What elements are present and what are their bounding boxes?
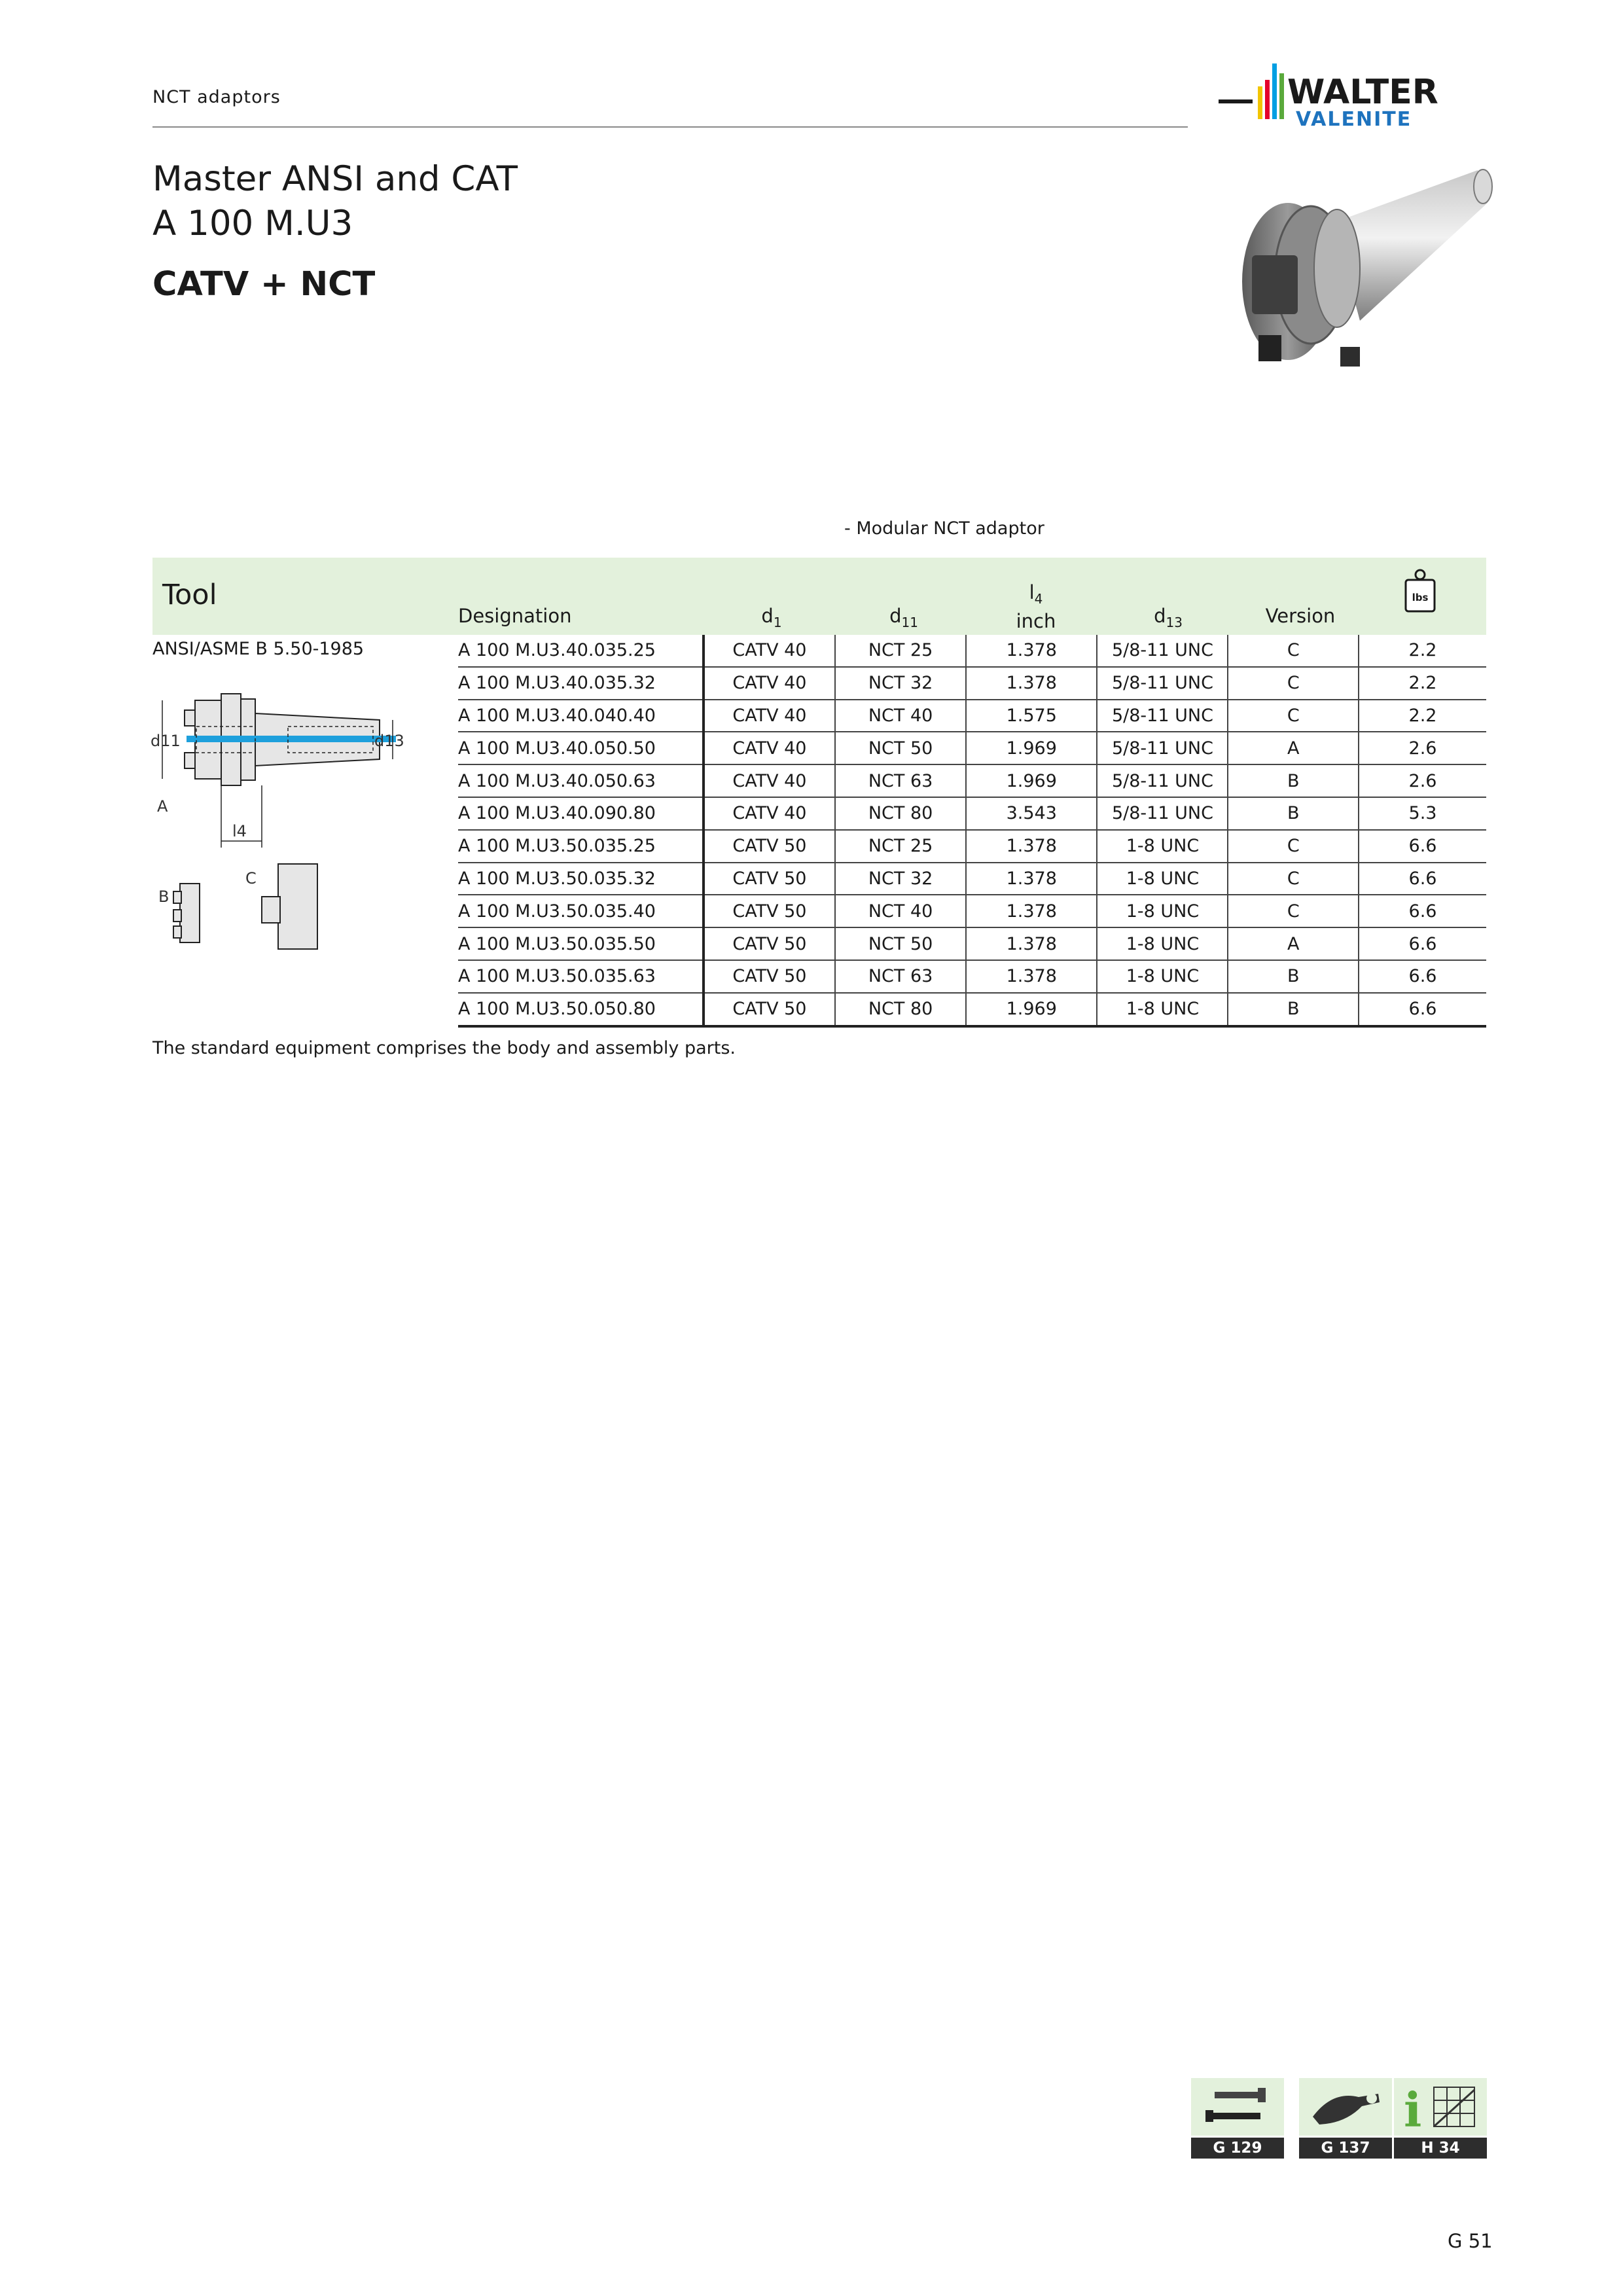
product-table xyxy=(458,635,1486,1028)
cell-designation: A 100 M.U3.40.050.63 xyxy=(458,764,704,797)
cell-weight: 2.2 xyxy=(1359,635,1486,667)
page-subtitle: CATV + NCT xyxy=(152,265,376,304)
dim-d11-label: d11 xyxy=(151,732,181,750)
col-header-d1: $d_1$ xyxy=(761,605,782,630)
tool-group-label: Tool xyxy=(162,579,217,611)
cell-d11: NCT 50 xyxy=(835,732,966,764)
reference-g129[interactable] xyxy=(1191,2078,1284,2159)
cell-d11: NCT 25 xyxy=(835,830,966,863)
table-row xyxy=(458,635,1486,667)
cell-designation: A 100 M.U3.50.035.40 xyxy=(458,895,704,927)
reference-h34[interactable] xyxy=(1394,2078,1487,2159)
cell-designation: A 100 M.U3.40.035.32 xyxy=(458,667,704,700)
cell-l4: 1.969 xyxy=(966,764,1097,797)
cell-l4: 1.378 xyxy=(966,830,1097,863)
wrench-hand-icon xyxy=(1299,2078,1392,2136)
cell-weight: 6.6 xyxy=(1359,863,1486,895)
cell-designation: A 100 M.U3.50.035.32 xyxy=(458,863,704,895)
cell-l4: 1.575 xyxy=(966,700,1097,732)
cell-version: C xyxy=(1228,863,1359,895)
table-row xyxy=(458,830,1486,863)
reference-label: H 34 xyxy=(1394,2138,1487,2159)
table-row xyxy=(458,993,1486,1026)
table-row xyxy=(458,732,1486,764)
cell-d11: NCT 63 xyxy=(835,764,966,797)
table-row xyxy=(458,667,1486,700)
cell-designation: A 100 M.U3.40.035.25 xyxy=(458,635,704,667)
cell-d1: CATV 50 xyxy=(704,830,835,863)
cell-d13: 1-8 UNC xyxy=(1097,895,1228,927)
reference-label: G 137 xyxy=(1299,2138,1392,2159)
cell-l4: 1.378 xyxy=(966,895,1097,927)
svg-text:lbs: lbs xyxy=(1412,592,1429,603)
cell-version: C xyxy=(1228,667,1359,700)
cell-version: C xyxy=(1228,895,1359,927)
reference-g137[interactable] xyxy=(1299,2078,1392,2159)
cell-d11: NCT 25 xyxy=(835,635,966,667)
cell-weight: 5.3 xyxy=(1359,797,1486,830)
table-row xyxy=(458,927,1486,960)
table-row xyxy=(458,764,1486,797)
cell-version: C xyxy=(1228,635,1359,667)
cell-weight: 6.6 xyxy=(1359,927,1486,960)
cell-d1: CATV 50 xyxy=(704,895,835,927)
cell-l4: 1.969 xyxy=(966,732,1097,764)
reference-label: G 129 xyxy=(1191,2138,1284,2159)
cell-d11: NCT 32 xyxy=(835,667,966,700)
cell-d13: 5/8-11 UNC xyxy=(1097,797,1228,830)
cell-d11: NCT 80 xyxy=(835,993,966,1026)
product-photo xyxy=(1203,157,1491,393)
logo-valenite-text: VALENITE xyxy=(1296,108,1412,131)
cell-designation: A 100 M.U3.50.050.80 xyxy=(458,993,704,1026)
col-header-d11: $d_{11}$ xyxy=(889,605,918,630)
table-row xyxy=(458,700,1486,732)
cell-weight: 2.2 xyxy=(1359,667,1486,700)
cell-d11: NCT 40 xyxy=(835,895,966,927)
cell-d11: NCT 80 xyxy=(835,797,966,830)
col-header-version: Version xyxy=(1265,605,1336,627)
cell-weight: 6.6 xyxy=(1359,830,1486,863)
cell-d1: CATV 40 xyxy=(704,732,835,764)
cell-d11: NCT 32 xyxy=(835,863,966,895)
dim-d13-label: d13 xyxy=(374,732,404,750)
walter-valenite-logo xyxy=(1219,60,1493,132)
cell-weight: 6.6 xyxy=(1359,895,1486,927)
cell-l4: 3.543 xyxy=(966,797,1097,830)
cell-d11: NCT 50 xyxy=(835,927,966,960)
cell-l4: 1.378 xyxy=(966,667,1097,700)
page-number: G 51 xyxy=(1448,2230,1493,2252)
cell-designation: A 100 M.U3.40.090.80 xyxy=(458,797,704,830)
cell-d11: NCT 40 xyxy=(835,700,966,732)
cell-version: B xyxy=(1228,764,1359,797)
cell-weight: 2.6 xyxy=(1359,732,1486,764)
cell-d1: CATV 50 xyxy=(704,863,835,895)
table-row xyxy=(458,960,1486,993)
cell-version: A xyxy=(1228,732,1359,764)
cell-l4: 1.969 xyxy=(966,993,1097,1026)
cell-weight: 2.6 xyxy=(1359,764,1486,797)
cell-d1: CATV 50 xyxy=(704,993,835,1026)
cell-l4: 1.378 xyxy=(966,863,1097,895)
table-row xyxy=(458,863,1486,895)
cell-d1: CATV 40 xyxy=(704,764,835,797)
cell-d13: 1-8 UNC xyxy=(1097,960,1228,993)
cell-version: B xyxy=(1228,960,1359,993)
col-header-d13: $d_{13}$ xyxy=(1154,605,1183,630)
col-header-designation: Designation xyxy=(458,605,572,627)
cell-weight: 6.6 xyxy=(1359,993,1486,1026)
cell-weight: 2.2 xyxy=(1359,700,1486,732)
cell-version: C xyxy=(1228,700,1359,732)
cell-d1: CATV 50 xyxy=(704,927,835,960)
table-row xyxy=(458,895,1486,927)
variant-c-label: C xyxy=(245,869,257,888)
cell-d1: CATV 40 xyxy=(704,635,835,667)
cell-d1: CATV 40 xyxy=(704,667,835,700)
page-title-line1: Master ANSI and CAT xyxy=(152,159,518,199)
cell-designation: A 100 M.U3.40.040.40 xyxy=(458,700,704,732)
cell-d1: CATV 50 xyxy=(704,960,835,993)
svg-text:i: i xyxy=(1404,2082,1422,2138)
cell-d13: 1-8 UNC xyxy=(1097,927,1228,960)
cell-l4: 1.378 xyxy=(966,635,1097,667)
cell-weight: 6.6 xyxy=(1359,960,1486,993)
cell-d13: 1-8 UNC xyxy=(1097,993,1228,1026)
weight-icon xyxy=(1402,568,1438,614)
cell-version: B xyxy=(1228,993,1359,1026)
cell-d13: 1-8 UNC xyxy=(1097,863,1228,895)
dim-l4-label: l4 xyxy=(232,822,247,840)
cell-designation: A 100 M.U3.50.035.25 xyxy=(458,830,704,863)
header-divider xyxy=(152,126,1188,128)
cell-d13: 5/8-11 UNC xyxy=(1097,764,1228,797)
product-note: - Modular NCT adaptor xyxy=(844,518,1044,539)
cell-d11: NCT 63 xyxy=(835,960,966,993)
technical-drawing xyxy=(151,687,404,962)
cell-version: B xyxy=(1228,797,1359,830)
cell-d13: 5/8-11 UNC xyxy=(1097,667,1228,700)
cell-d13: 1-8 UNC xyxy=(1097,830,1228,863)
cell-designation: A 100 M.U3.50.035.63 xyxy=(458,960,704,993)
table-row xyxy=(458,797,1486,830)
variant-b-label: B xyxy=(158,888,169,906)
standard-label: ANSI/ASME B 5.50-1985 xyxy=(152,639,365,659)
footnote: The standard equipment comprises the body and assembly parts. xyxy=(152,1038,736,1058)
cell-version: A xyxy=(1228,927,1359,960)
cell-d13: 5/8-11 UNC xyxy=(1097,732,1228,764)
page-title-line2: A 100 M.U3 xyxy=(152,204,353,243)
cell-d13: 5/8-11 UNC xyxy=(1097,700,1228,732)
cell-designation: A 100 M.U3.40.050.50 xyxy=(458,732,704,764)
cell-d1: CATV 40 xyxy=(704,700,835,732)
variant-a-label: A xyxy=(157,797,168,816)
cell-l4: 1.378 xyxy=(966,927,1097,960)
cell-d1: CATV 40 xyxy=(704,797,835,830)
cell-version: C xyxy=(1228,830,1359,863)
bolt-icon xyxy=(1191,2078,1284,2136)
section-label: NCT adaptors xyxy=(152,87,281,107)
info-chart-icon xyxy=(1394,2078,1487,2136)
cell-l4: 1.378 xyxy=(966,960,1097,993)
cell-d13: 5/8-11 UNC xyxy=(1097,635,1228,667)
logo-walter-text: WALTER xyxy=(1287,73,1438,112)
col-header-l4: $l_4$ inch xyxy=(1016,581,1056,632)
cell-designation: A 100 M.U3.50.035.50 xyxy=(458,927,704,960)
